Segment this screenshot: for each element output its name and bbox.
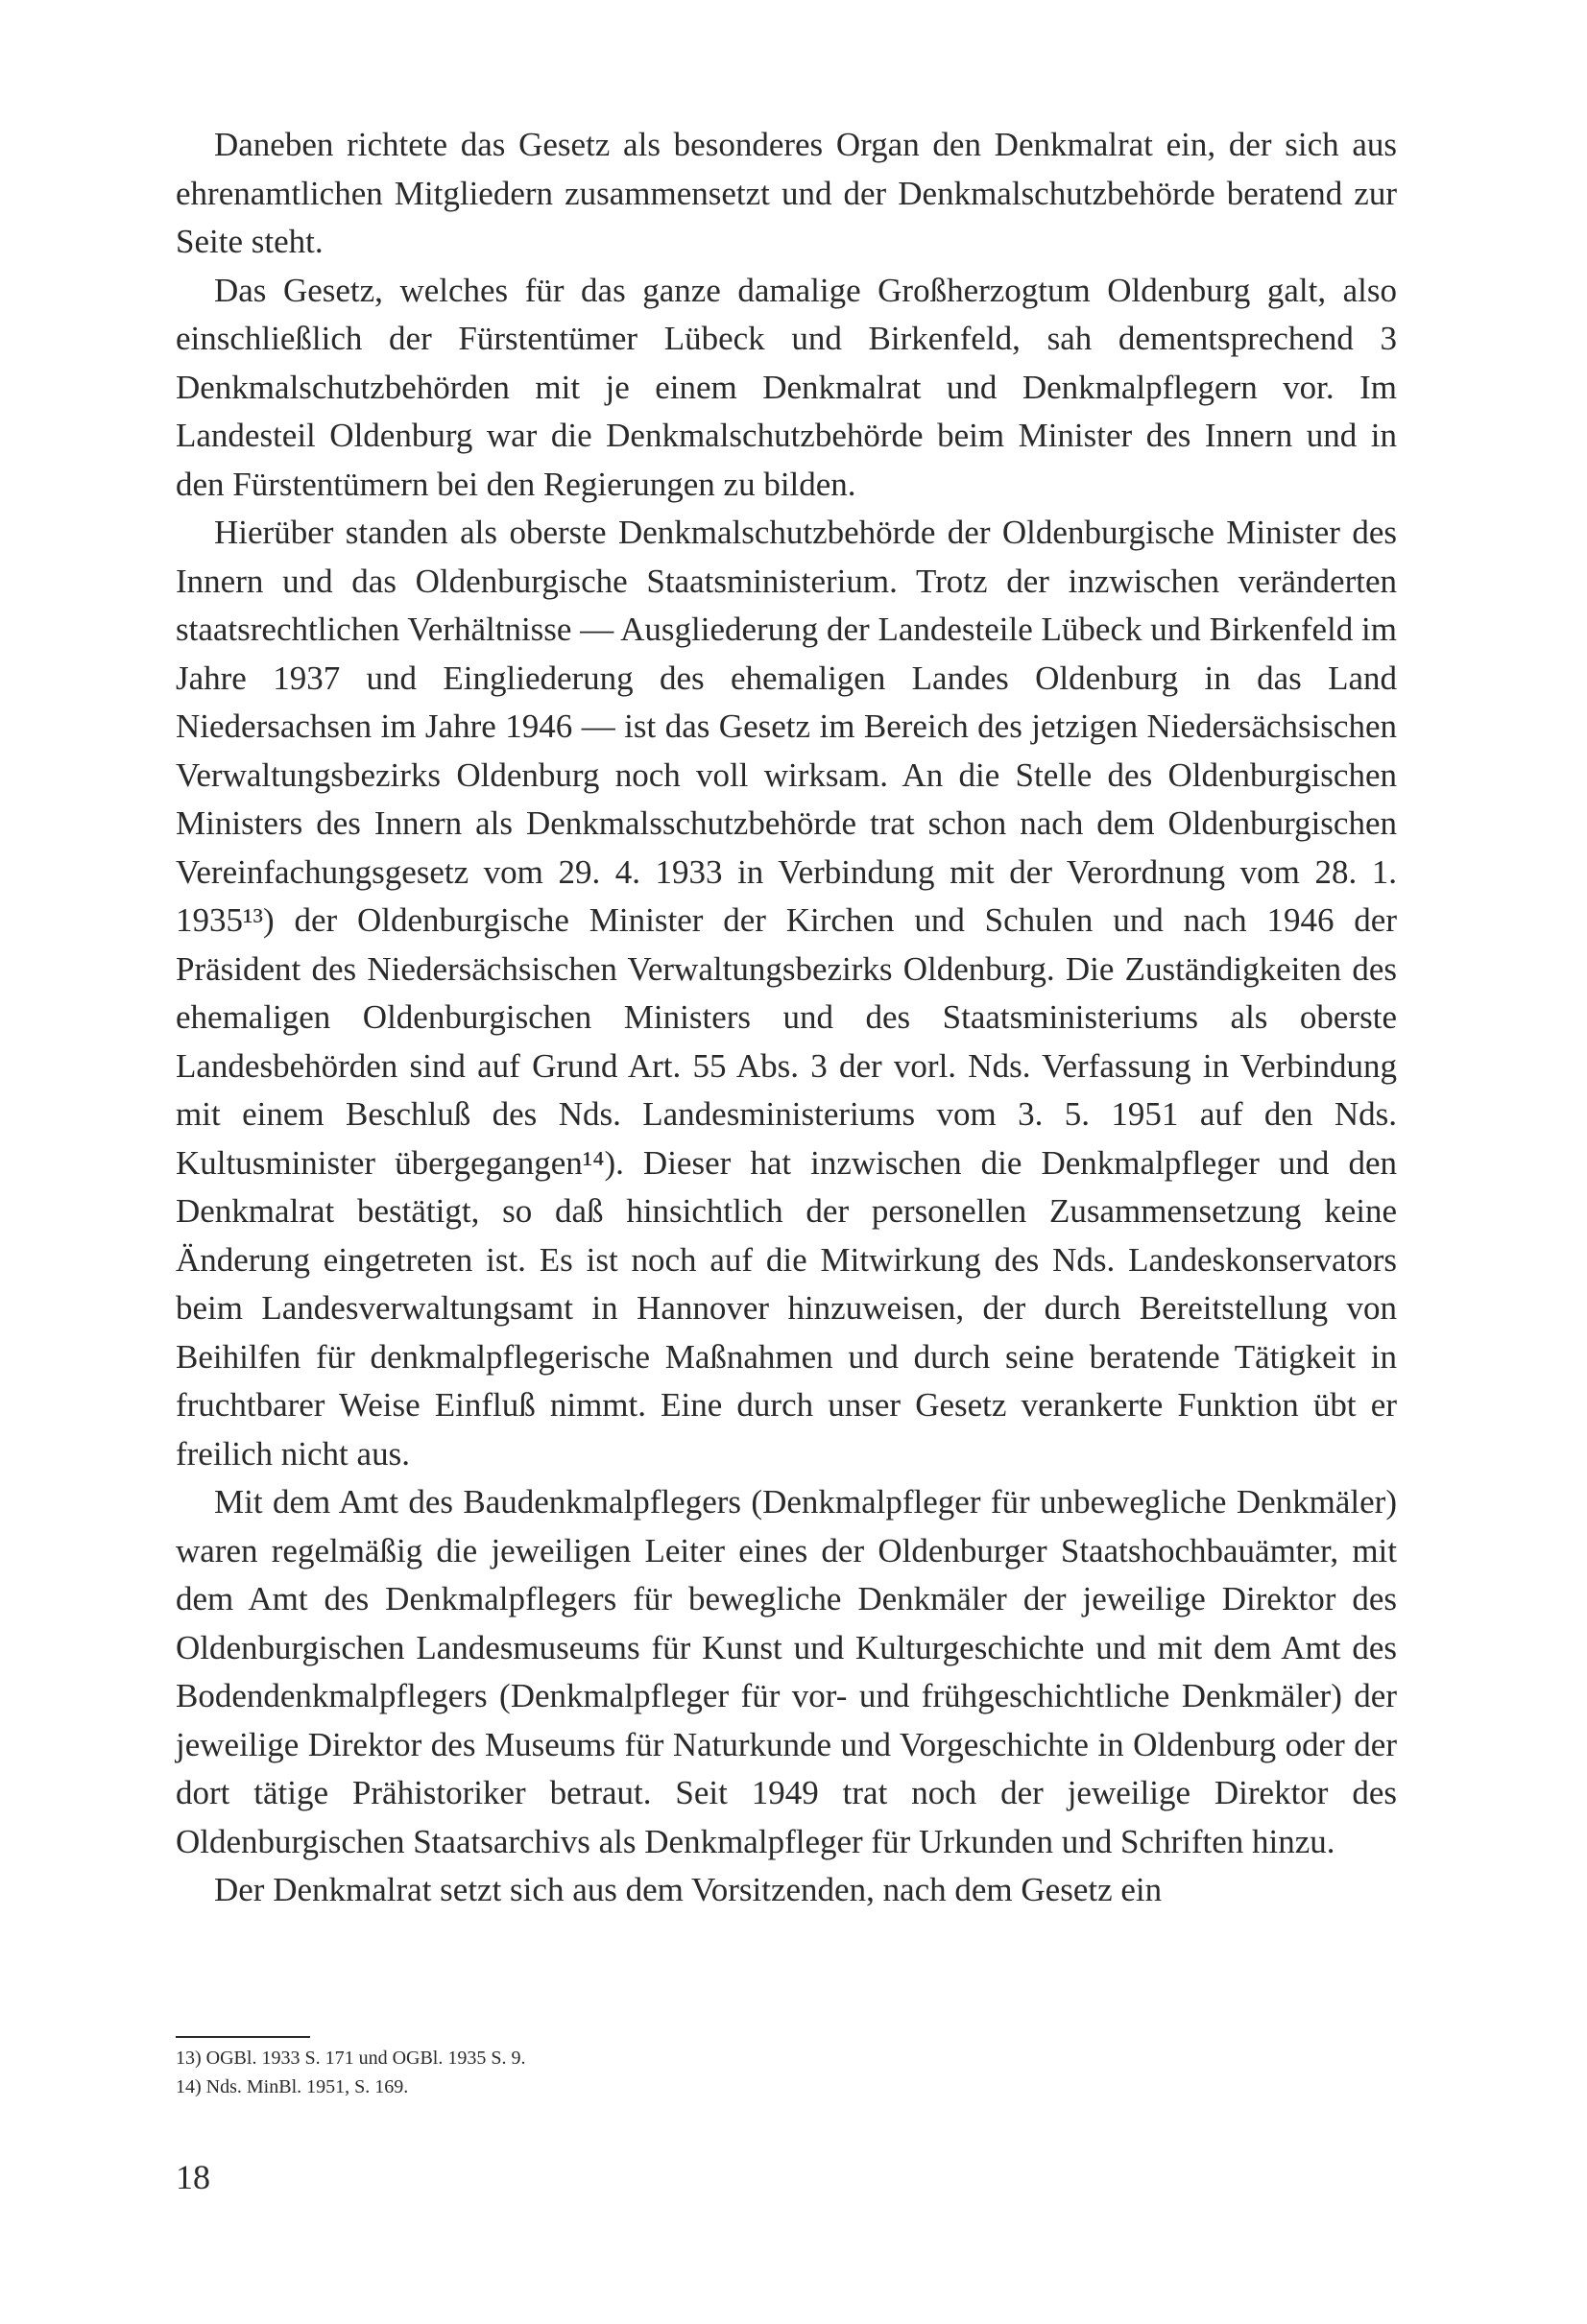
paragraph-denkmalrat-organ: Daneben richtete das Gesetz als besonderes Organ den Denkmalrat ein, der sich aus ehrenamtlichen Mitgliedern zusammensetzt und der Denkmalschutzbehörde beratend zur Seite steht. xyxy=(176,126,1397,260)
page-number: 18 xyxy=(176,2158,210,2196)
footnote-14: 14) Nds. MinBl. 1951, S. 169. xyxy=(176,2076,409,2097)
paragraph-gesetz-geltungsbereich: Das Gesetz, welches für das ganze damalige Großherzogtum Oldenburg galt, also einschließlich der Fürstentümer Lübeck und Birkenfeld, sah dementsprechend 3 Denkmalschutzbehörden mit je einem Denkmalrat und Denkmalpflegern vor. Im Landesteil Oldenburg war die Denkmalschutzbehörde beim Minister des Innern und in den Fürstentümern bei den Regierungen zu bilden. xyxy=(176,271,1397,503)
footnotes xyxy=(176,2044,1397,2101)
main-text xyxy=(176,121,1397,1915)
footnote-separator xyxy=(176,2036,310,2038)
paragraph-oberste-behoerde: Hierüber standen als oberste Denkmalschutzbehörde der Oldenburgische Minister des Innern und das Oldenburgische Staatsministerium. Trotz der inzwischen veränderten staatsrechtlichen Verhältnisse — Ausgliederung der Landesteile Lübeck und Birkenfeld im Jahre 1937 und Eingliederung des ehemaligen Landes Oldenburg in das Land Niedersachsen im Jahre 1946 — ist das Gesetz im Bereich des jetzigen Niedersächsischen Verwaltungsbezirks Oldenburg noch voll wirksam. An die Stelle des Oldenburgischen Ministers des Innern als Denkmalsschutzbehörde trat schon nach dem Oldenburgischen Vereinfachungsgesetz vom 29. 4. 1933 in Verbindung mit der Verordnung vom 28. 1. 1935¹³) der Oldenburgische Minister der Kirchen und Schulen und nach 1946 der Präsident des Niedersächsischen Verwaltungsbezirks Oldenburg. Die Zuständigkeiten des ehemaligen Oldenburgischen Ministers und des Staatsministeriums als oberste Landesbehörden sind auf Grund Art. 55 Abs. 3 der vorl. Nds. Verfassung in Verbindung mit einem Beschluß des Nds. Landesministeriums vom 3. 5. 1951 auf den Nds. Kultusminister übergegangen¹⁴). Dieser hat inzwischen die Denkmalpfleger und den Denkmalrat bestätigt, so daß hinsichtlich der personellen Zusammensetzung keine Änderung eingetreten ist. Es ist noch auf die Mitwirkung des Nds. Landeskonservators beim Landesverwaltungsamt in Hannover hinzuweisen, der durch Bereitstellung von Beihilfen für denkmalpflegerische Maßnahmen und durch seine beratende Tätigkeit in fruchtbarer Weise Einfluß nimmt. Eine durch unser Gesetz verankerte Funktion übt er freilich nicht aus. xyxy=(176,514,1397,1473)
paragraph-denkmalrat-zusammensetzung: Der Denkmalrat setzt sich aus dem Vorsitzenden, nach dem Gesetz ein xyxy=(214,1871,1163,1908)
paragraph-denkmalpfleger-aemter: Mit dem Amt des Baudenkmalpflegers (Denkmalpfleger für unbewegliche Denkmäler) waren regelmäßig die jeweiligen Leiter eines der Oldenburger Staatshochbauämter, mit dem Amt des Denkmalpflegers für bewegliche Denkmäler der jeweilige Direktor des Oldenburgischen Landesmuseums für Kunst und Kulturgeschichte und mit dem Amt des Bodendenkmalpflegers (Denkmalpfleger für vor- und frühgeschichtliche Denkmäler) der jeweilige Direktor des Museums für Naturkunde und Vorgeschichte in Oldenburg oder der dort tätige Prähistoriker betraut. Seit 1949 trat noch der jeweilige Direktor des Oldenburgischen Staatsarchivs als Denkmalpfleger für Urkunden und Schriften hinzu. xyxy=(176,1483,1397,1860)
footnote-13: 13) OGBl. 1933 S. 171 und OGBl. 1935 S. 9. xyxy=(176,2048,526,2069)
